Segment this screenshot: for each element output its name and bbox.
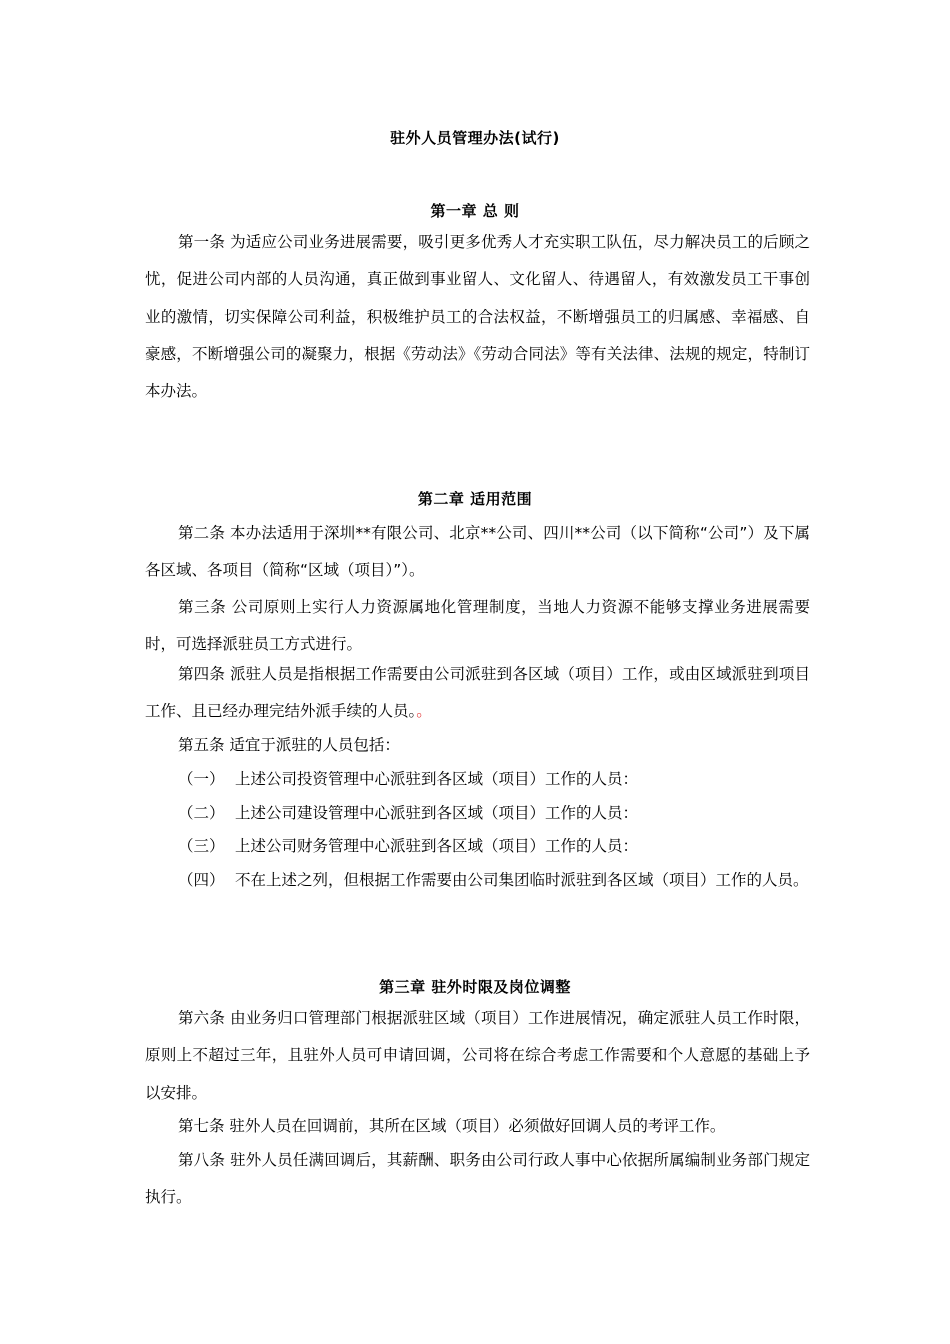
list-item-marker: （三）: [178, 837, 225, 855]
chapter-2-title: 第二章 适用范围: [417, 490, 533, 508]
document-title: 驻外人员管理办法(试行): [390, 129, 560, 147]
list-item-marker: （二）: [178, 804, 225, 822]
chapter-3-title: 第三章 驻外时限及岗位调整: [379, 978, 571, 996]
article-4: [145, 656, 810, 731]
list-item-marker: （一）: [178, 770, 225, 788]
article-2: 第二条 本办法适用于深圳**有限公司、北京**公司、四川**公司（以下简称“公司”）及下属各区域、各项目（简称“区域（项目）”）。: [145, 524, 810, 580]
article-8: 第八条 驻外人员任满回调后，其薪酬、职务由公司行政人事中心依据所属编制业务部门规定执行。: [145, 1151, 810, 1207]
article-6: 第六条 由业务归口管理部门根据派驻区域（项目）工作进展情况，确定派驻人员工作时限，原则上不超过三年，且驻外人员可申请回调，公司将在综合考虑工作需要和个人意愿的基础上予以安排。: [145, 1009, 810, 1102]
chapter-1-title: 第一章 总 则: [430, 202, 520, 220]
article-1: 第一条 为适应公司业务进展需要，吸引更多优秀人才充实职工队伍，尽力解决员工的后顾之忧，促进公司内部的人员沟通，真正做到事业留人、文化留人、待遇留人，有效激发员工干事创业的激情，切实保障公司利益，积极维护员工的合法权益，不断增强员工的归属感、幸福感、自豪感，不断增强公司的凝聚力，根据《劳动法》《劳动合同法》等有关法律、法规的规定，特制订本办法。: [145, 233, 810, 401]
article-3: 第三条 公司原则上实行人力资源属地化管理制度，当地人力资源不能够支撑业务进展需要时，可选择派驻员工方式进行。: [145, 598, 810, 654]
list-item-text: 不在上述之列，但根据工作需要由公司集团临时派驻到各区域（项目）工作的人员。: [235, 871, 809, 889]
list-item-text: 上述公司建设管理中心派驻到各区域（项目）工作的人员：: [235, 804, 639, 822]
article-7: 第七条 驻外人员在回调前，其所在区域（项目）必须做好回调人员的考评工作。: [178, 1117, 726, 1135]
list-item-text: 上述公司投资管理中心派驻到各区域（项目）工作的人员：: [235, 770, 639, 788]
list-item-marker: （四）: [178, 871, 225, 889]
list-item-text: 上述公司财务管理中心派驻到各区域（项目）工作的人员：: [235, 837, 639, 855]
article-4-text: 第四条 派驻人员是指根据工作需要由公司派驻到各区域（项目）工作，或由区域派驻到项目工作、且已经办理完结外派手续的人员。: [145, 665, 810, 721]
article-4-red-mark: 。: [416, 702, 432, 721]
article-5: 第五条 适宜于派驻的人员包括：: [178, 736, 400, 754]
